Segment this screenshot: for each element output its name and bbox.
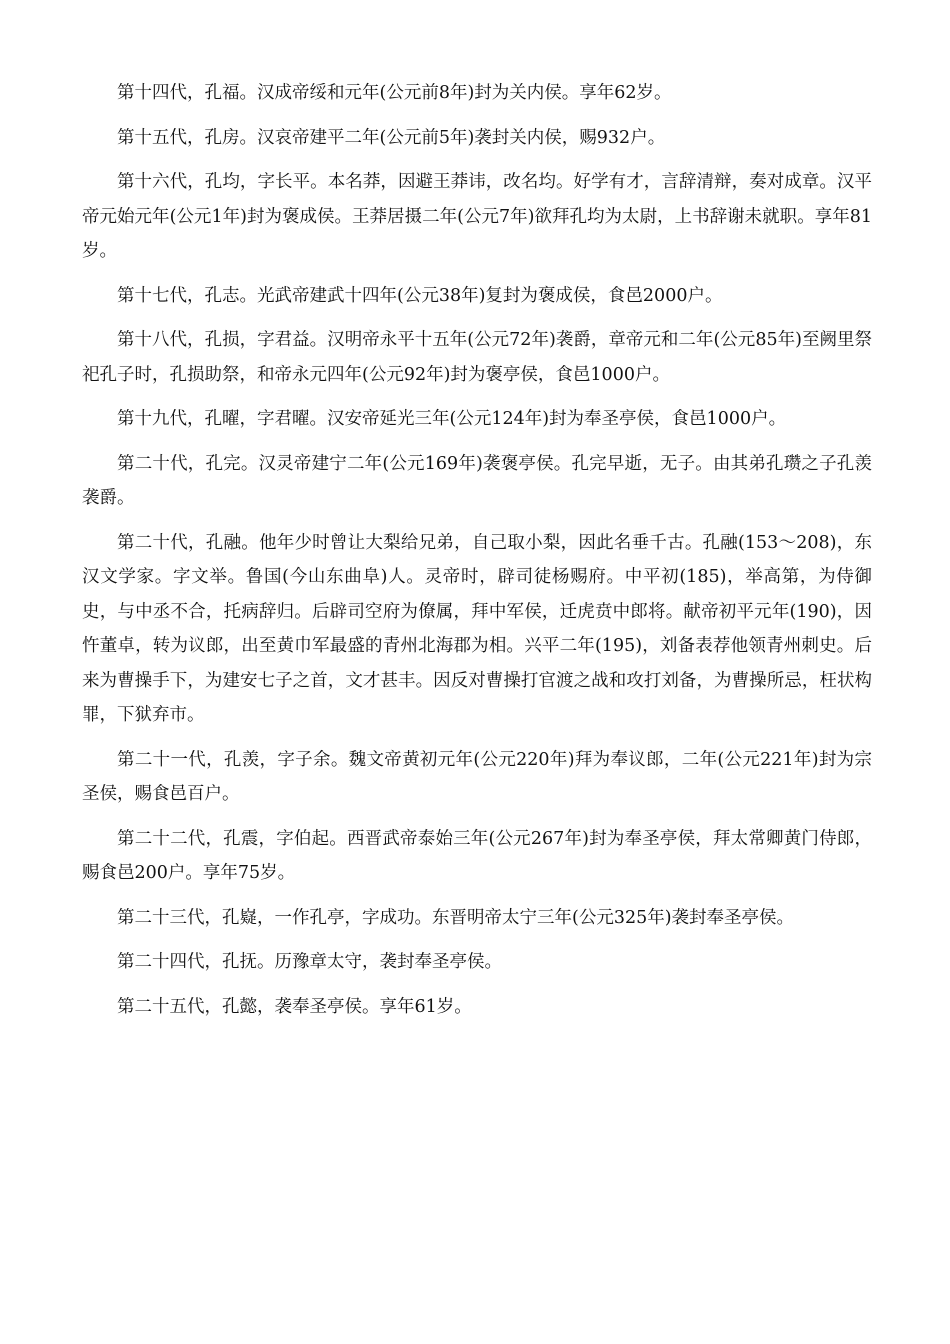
paragraph-23rd-generation: 第二十三代，孔嶷，一作孔亭，字成功。东晋明帝太宁三年(公元325年)袭封奉圣亭侯。 <box>117 907 795 928</box>
paragraph-24th-generation: 第二十四代，孔抚。历豫章太守，袭封奉圣亭侯。 <box>117 952 502 972</box>
paragraph-20th-generation-kong-wan: 第二十代，孔完。汉灵帝建宁二年(公元169年)袭褒亭侯。孔完早逝，无子。由其弟孔瓒之子孔羡袭爵。 <box>82 453 872 508</box>
paragraph-17th-generation: 第十七代，孔志。光武帝建武十四年(公元38年)复封为褒成侯，食邑2000户。 <box>117 285 723 306</box>
paragraph-18th-generation: 第十八代，孔损，字君益。汉明帝永平十五年(公元72年)袭爵，章帝元和二年(公元85年)至阙里祭祀孔子时，孔损助祭，和帝永元四年(公元92年)封为褒亭侯，食邑1000户。 <box>82 330 872 385</box>
paragraph-14th-generation: 第十四代，孔福。汉成帝绥和元年(公元前8年)封为关内侯。享年62岁。 <box>117 83 672 103</box>
paragraph-25th-generation: 第二十五代，孔懿，袭奉圣亭侯。享年61岁。 <box>117 996 472 1017</box>
paragraph-22nd-generation: 第二十二代，孔震，字伯起。西晋武帝泰始三年(公元267年)封为奉圣亭侯，拜太常卿黄门侍郎，赐食邑200户。享年75岁。 <box>82 828 872 883</box>
document-page <box>82 76 872 1034</box>
paragraph-16th-generation: 第十六代，孔均，字长平。本名莽，因避王莽讳，改名均。好学有才，言辞清辩，奏对成章。汉平帝元始元年(公元1年)封为褒成侯。王莽居摄二年(公元7年)欲拜孔均为太尉，上书辞谢未就职。享年81岁。 <box>82 172 872 261</box>
paragraph-20th-generation-kong-rong: 第二十代，孔融。他年少时曾让大梨给兄弟，自己取小梨，因此名垂千古。孔融(153～208)，东汉文学家。字文举。鲁国(今山东曲阜)人。灵帝时，辟司徒杨赐府。中平初(185)，举高第，为侍御史，与中丞不合，托病辞归。后辟司空府为僚属，拜中军侯，迁虎贲中郎将。献帝初平元年(190)，因忤董卓，转为议郎，出至黄巾军最盛的青州北海郡为相。兴平二年(195)，刘备表荐他领青州刺史。后来为曹操手下，为建安七子之首，文才甚丰。因反对曹操打官渡之战和攻打刘备，为曹操所忌，枉状构罪，下狱弃市。 <box>82 532 872 725</box>
paragraph-21st-generation: 第二十一代，孔羡，字子余。魏文帝黄初元年(公元220年)拜为奉议郎，二年(公元221年)封为宗圣侯，赐食邑百户。 <box>82 749 872 804</box>
paragraph-15th-generation: 第十五代，孔房。汉哀帝建平二年(公元前5年)袭封关内侯，赐932户。 <box>117 127 666 148</box>
paragraph-19th-generation: 第十九代，孔曜，字君曜。汉安帝延光三年(公元124年)封为奉圣亭侯，食邑1000户。 <box>117 409 787 429</box>
